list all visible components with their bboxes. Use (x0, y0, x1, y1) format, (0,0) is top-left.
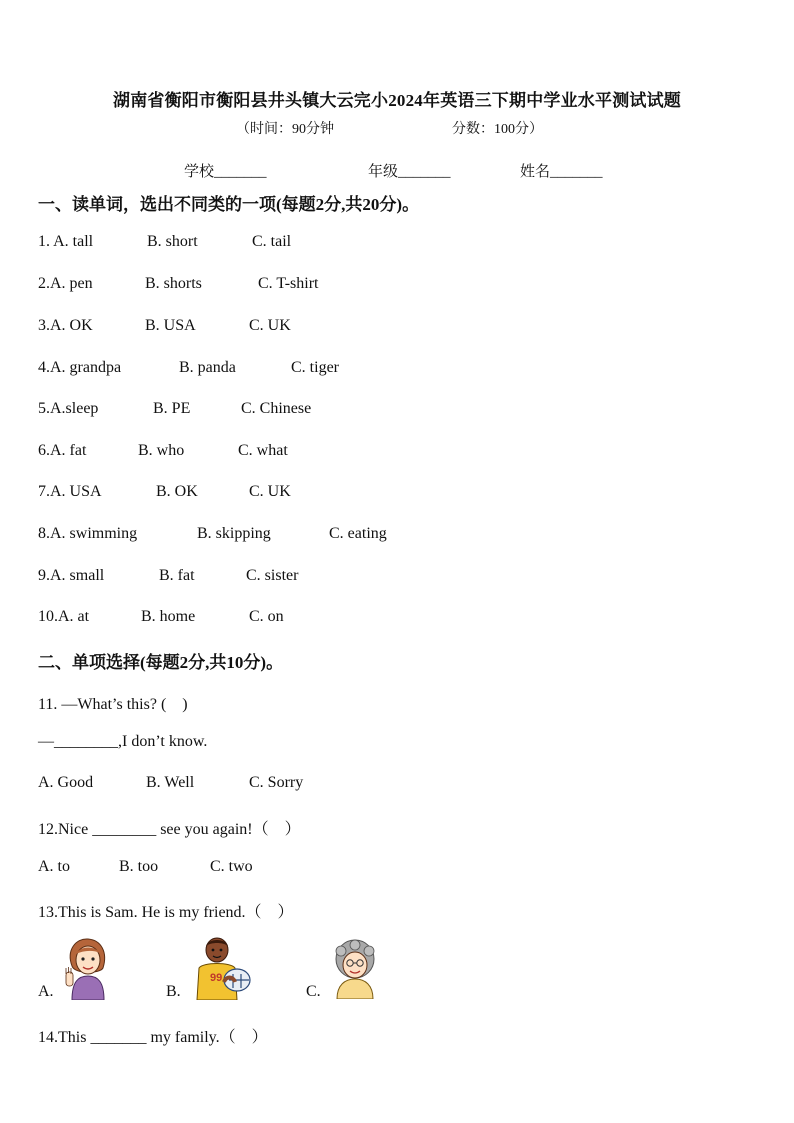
question-9-option-b: B. fat (159, 567, 195, 584)
question-8-option-a: 8.A. swimming (38, 525, 138, 542)
question-4-option-b: B. panda (179, 359, 236, 376)
question-2-option-a: 2.A. pen (38, 275, 93, 292)
grandma-picture (331, 939, 379, 999)
question-5-option-c: C. Chinese (241, 400, 312, 417)
section-1-heading: 一、读单词，选出不同类的一项(每题2分,共20分)。 (38, 195, 420, 214)
question-11-option-c: C. Sorry (249, 774, 304, 791)
question-2-option-b: B. shorts (145, 275, 202, 292)
question-3-option-a: 3.A. OK (38, 317, 93, 334)
question-7-option-b: B. OK (156, 483, 198, 500)
question-3-option-c: C. UK (249, 317, 291, 334)
question-4-option-a: 4.A. grandpa (38, 359, 122, 376)
question-8-option-b: B. skipping (197, 525, 271, 542)
question-5-option-b: B. PE (153, 400, 191, 417)
question-9-option-a: 9.A. small (38, 567, 105, 584)
question-11-option-b: B. Well (146, 774, 195, 791)
question-13-option-b-label: B. (166, 983, 181, 1000)
question-12-option-c: C. two (210, 858, 253, 875)
name-field: 姓名_______ (520, 164, 603, 180)
question-12-stem: 12.Nice ________ see you again!（ ） (38, 821, 301, 838)
boy-picture (193, 936, 253, 1000)
exam-time: （时间：90分钟 (236, 122, 334, 137)
question-5-option-a: 5.A.sleep (38, 400, 99, 417)
question-12-option-a: A. to (38, 858, 70, 875)
question-10-option-b: B. home (141, 608, 196, 625)
question-6-option-b: B. who (138, 442, 185, 459)
school-field: 学校_______ (184, 164, 267, 180)
question-11-option-a: A. Good (38, 774, 94, 791)
question-13-option-a-label: A. (38, 983, 54, 1000)
question-12-option-b: B. too (119, 858, 159, 875)
girl-picture (62, 936, 112, 1000)
question-2-option-c: C. T-shirt (258, 275, 319, 292)
svg-text:99: 99 (210, 972, 223, 984)
question-11-reply: —________,I don’t know. (38, 733, 208, 750)
grade-field: 年级_______ (368, 164, 451, 180)
question-1-option-a: 1. A. tall (38, 233, 94, 250)
question-4-option-c: C. tiger (291, 359, 339, 376)
question-7-option-a: 7.A. USA (38, 483, 102, 500)
question-6-option-a: 6.A. fat (38, 442, 87, 459)
exam-score: 分数：100分） (452, 122, 543, 137)
exam-title: 湖南省衡阳市衡阳县井头镇大云完小2024年英语三下期中学业水平测试试题 (113, 91, 681, 110)
question-14-stem: 14.This _______ my family.（ ） (38, 1029, 268, 1046)
question-3-option-b: B. USA (145, 317, 196, 334)
question-7-option-c: C. UK (249, 483, 291, 500)
question-8-option-c: C. eating (329, 525, 387, 542)
question-1-option-c: C. tail (252, 233, 292, 250)
question-10-option-c: C. on (249, 608, 284, 625)
section-2-heading: 二、单项选择(每题2分,共10分)。 (38, 653, 284, 672)
question-13-stem: 13.This is Sam. He is my friend.（ ） (38, 904, 294, 921)
question-1-option-b: B. short (147, 233, 198, 250)
question-13-option-c-label: C. (306, 983, 321, 1000)
question-11-stem: 11. —What’s this? ( ) (38, 696, 188, 713)
question-6-option-c: C. what (238, 442, 288, 459)
question-9-option-c: C. sister (246, 567, 299, 584)
question-10-option-a: 10.A. at (38, 608, 90, 625)
